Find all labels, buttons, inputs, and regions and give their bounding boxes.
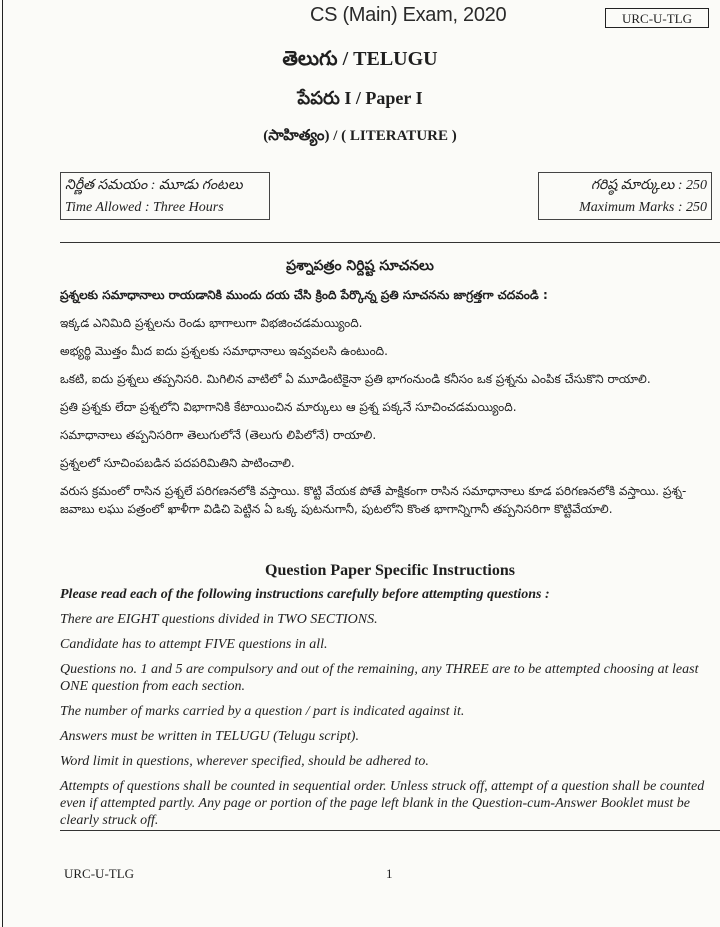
time-allowed-english: Time Allowed : Three Hours <box>65 200 224 215</box>
footer-paper-code: URC-U-TLG <box>64 866 135 881</box>
paper-title: పేపరు I / Paper I <box>297 88 423 108</box>
telugu-item: వరుస క్రమంలో రాసిన ప్రశ్నలే పరిగణనలోకి వస్తాయి. కొట్టి వేయక పోతే పాక్షికంగా రాసిన సమాధానాలు కూడ పరిగణనలోకి వస్తాయి. ప్రశ్న-జవాబు లఘు పత్రంలో ఖాళీగా విడిచి పెట్టిన ఏ ఒక్క పుటనుగానీ, పుటలోని కొంత భాగాన్నిగానీ తప్పనిసరిగా కొట్టివేయాలి. <box>60 484 687 516</box>
english-item: Answers must be written in TELUGU (Telugu script). <box>60 729 359 744</box>
telugu-instructions-heading: ప్రశ్నాపత్రం నిర్దిష్ట సూచనలు <box>286 258 434 274</box>
english-item: The number of marks carried by a question / part is indicated against it. <box>60 704 465 719</box>
time-allowed-telugu: నిర్ణీత సమయం : మూడు గంటలు <box>65 178 243 193</box>
time-allowed-box <box>60 172 270 220</box>
telugu-instructions <box>60 286 720 528</box>
telugu-item: ఇక్కడ ఎనిమిది ప్రశ్నలను రెండు భాగాలుగా విభజించడమయ్యింది. <box>60 316 363 330</box>
english-instructions-heading: Question Paper Specific Instructions <box>265 562 515 579</box>
english-item: Candidate has to attempt FIVE questions in all. <box>60 637 328 652</box>
divider-top <box>60 242 720 243</box>
literature-title: (సాహిత్యం) / ( LITERATURE ) <box>263 128 457 144</box>
telugu-item: ప్రశ్నలలో సూచింపబడిన పదపరిమితిని పాటించాలి. <box>60 456 295 470</box>
telugu-lead: ప్రశ్నలకు సమాధానాలు రాయడానికి ముందు దయ చేసి క్రింది పేర్కొన్న ప్రతి సూచనను జాగ్రత్తగా చదవండి : <box>60 288 548 302</box>
telugu-item: ఒకటి, ఐదు ప్రశ్నలు తప్పనిసరి. మిగిలిన వాటిలో ఏ మూడింటికైనా ప్రతి భాగంనుండి కనీసం ఒక ప్రశ్నను ఎంపిక చేసుకొని రాయాలి. <box>60 372 651 386</box>
english-item: Attempts of questions shall be counted in sequential order. Unless struck off, attempt of a question shall be counted even if attempted partly. Any page or portion of the page left blank in the Question-cum-Answer Booklet must be clearly struck off. <box>60 779 705 828</box>
telugu-item: ప్రతి ప్రశ్నకు లేదా ప్రశ్నలోని విభాగానికి కేటాయించిన మార్కులు ఆ ప్రశ్న పక్కనే సూచించడమయ్యింది. <box>60 400 517 414</box>
telugu-item: అభ్యర్థి మొత్తం మీద ఐదు ప్రశ్నలకు సమాధానాలు ఇవ్వవలసి ఉంటుంది. <box>60 344 388 358</box>
english-item: There are EIGHT questions divided in TWO SECTIONS. <box>60 612 378 627</box>
english-item: Word limit in questions, wherever specified, should be adhered to. <box>60 754 429 769</box>
english-item: Questions no. 1 and 5 are compulsory and out of the remaining, any THREE are to be attempted choosing at least ONE question from each section. <box>60 662 699 694</box>
maximum-marks-telugu: గరిష్ఠ మార్కులు : 250 <box>590 178 707 193</box>
english-instructions <box>60 586 720 837</box>
page-number: 1 <box>386 866 393 881</box>
subject-title: తెలుగు / TELUGU <box>282 48 438 70</box>
maximum-marks-english: Maximum Marks : 250 <box>579 200 707 215</box>
divider-bottom <box>60 830 720 831</box>
paper-code-box: URC-U-TLG <box>605 8 709 28</box>
exam-title: CS (Main) Exam, 2020 <box>310 4 507 26</box>
telugu-item: సమాధానాలు తప్పనిసరిగా తెలుగులోనే (తెలుగు లిపిలోనే) రాయాలి. <box>60 428 377 442</box>
english-lead: Please read each of the following instructions carefully before attempting questions : <box>60 587 550 602</box>
maximum-marks-box <box>538 172 712 220</box>
